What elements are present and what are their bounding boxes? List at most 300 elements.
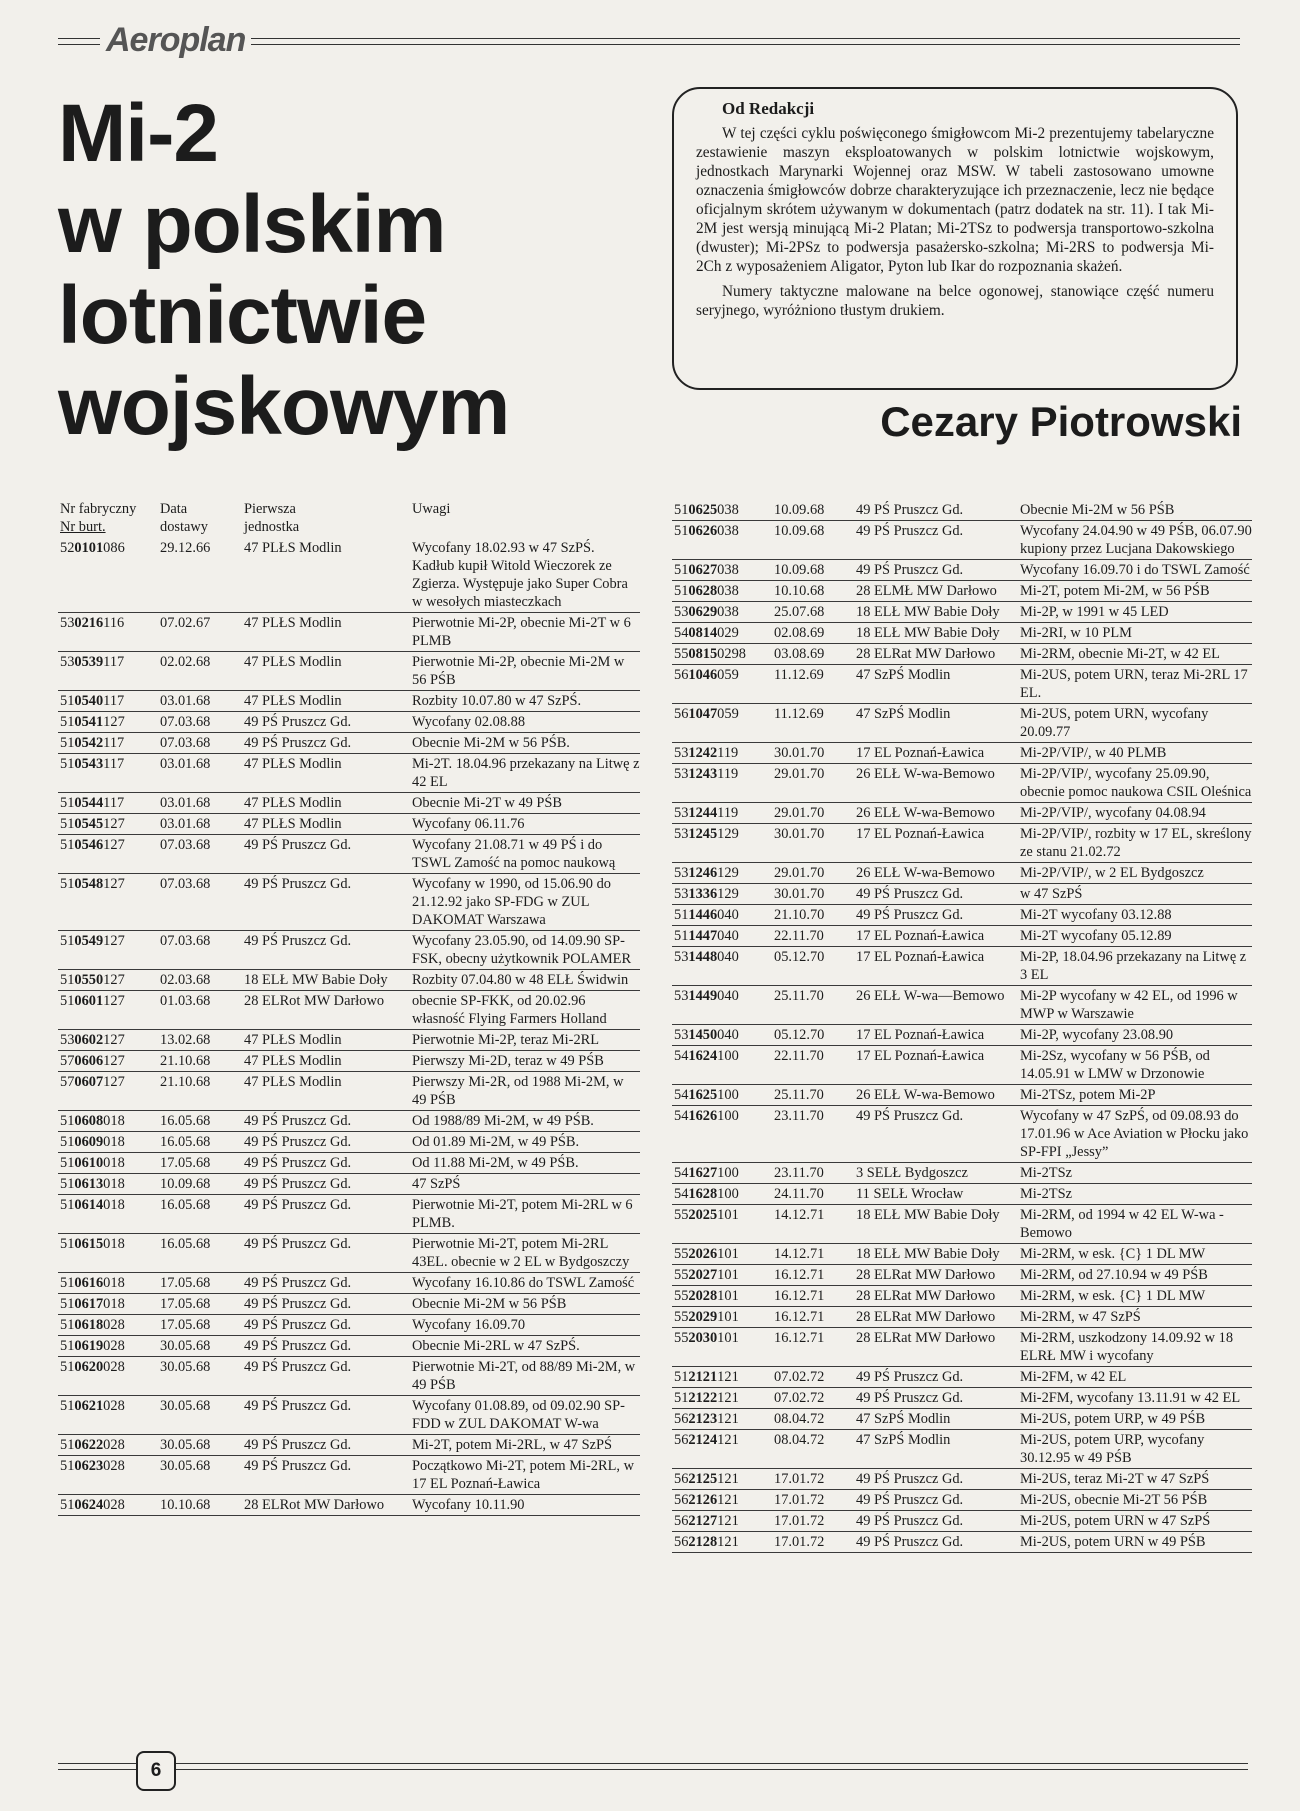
first-unit: 17 EL Poznań-Ławica <box>856 743 1020 764</box>
first-unit: 49 PŚ Pruszcz Gd. <box>856 1469 1020 1490</box>
serial-part: 028 <box>103 1338 125 1354</box>
table-row <box>672 1265 1252 1286</box>
serial-part: 51 <box>60 993 75 1009</box>
serial-part: 51 <box>60 795 75 811</box>
serial-part: 56 <box>674 706 689 722</box>
first-unit: 26 ELŁ W-wa—Bemowo <box>856 986 1020 1025</box>
tail-number: 1627 <box>688 1165 718 1181</box>
remarks: Wycofany 16.09.70 <box>412 1315 640 1336</box>
header-unit-line2: jednostka <box>244 519 300 535</box>
title-line: lotnictwie <box>58 270 427 361</box>
first-unit: 49 PŚ Pruszcz Gd. <box>856 905 1020 926</box>
tail-number: 0545 <box>74 816 104 832</box>
table-row <box>58 754 640 793</box>
header-date <box>160 500 244 538</box>
first-unit: 47 PLŁS Modlin <box>244 652 412 691</box>
serial-part: 51 <box>60 1398 75 1414</box>
tail-number: 0542 <box>74 735 104 751</box>
first-unit: 49 PŚ Pruszcz Gd. <box>856 500 1020 521</box>
first-unit: 47 SzPŚ Modlin <box>856 704 1020 743</box>
delivery-date: 14.12.71 <box>774 1205 856 1244</box>
table-row <box>672 521 1252 560</box>
delivery-date: 16.05.68 <box>160 1111 244 1132</box>
remarks: Wycofany w 47 SzPŚ, od 09.08.93 do 17.01.96 w Ace Aviation w Płocku jako SP-FPI „Jessy” <box>1020 1106 1252 1163</box>
remarks: Mi-2T. 18.04.96 przekazany na Litwę z 42 EL <box>412 754 640 793</box>
table-row <box>672 1532 1252 1553</box>
first-unit: 47 SzPŚ Modlin <box>856 1430 1020 1469</box>
delivery-date: 24.11.70 <box>774 1184 856 1205</box>
remarks: Mi-2TSz, potem Mi-2P <box>1020 1085 1252 1106</box>
tail-number: 0625 <box>688 502 718 518</box>
header-date-line2: dostawy <box>160 519 208 535</box>
table-row <box>58 793 640 814</box>
serial-part: 51 <box>60 693 75 709</box>
header-date-line1: Data <box>160 501 188 517</box>
tail-number: 0814 <box>688 625 718 641</box>
serial-part: 018 <box>103 1197 125 1213</box>
serial-number <box>58 733 160 754</box>
tail-number: 2126 <box>688 1492 718 1508</box>
first-unit: 49 PŚ Pruszcz Gd. <box>244 1435 412 1456</box>
tail-number: 0614 <box>74 1197 104 1213</box>
table-row <box>672 602 1252 623</box>
tail-number: 0628 <box>688 583 718 599</box>
first-unit: 49 PŚ Pruszcz Gd. <box>244 1111 412 1132</box>
delivery-date: 02.03.68 <box>160 970 244 991</box>
tail-number: 0606 <box>74 1053 104 1069</box>
serial-part: 028 <box>103 1398 125 1414</box>
serial-number <box>672 863 774 884</box>
remarks: Mi-2P wycofany w 42 EL, od 1996 w MWP w Warszawie <box>1020 986 1252 1025</box>
serial-part: 127 <box>103 972 125 988</box>
remarks: Mi-2FM, wycofany 13.11.91 w 42 EL <box>1020 1388 1252 1409</box>
table-row <box>58 538 640 613</box>
tail-number: 0601 <box>74 993 104 1009</box>
serial-number <box>58 1072 160 1111</box>
remarks: Pierwszy Mi-2D, teraz w 49 PŚB <box>412 1051 640 1072</box>
table-row <box>58 1051 640 1072</box>
remarks: Od 11.88 Mi-2M, w 49 PŚB. <box>412 1153 640 1174</box>
serial-number <box>58 1294 160 1315</box>
delivery-date: 21.10.68 <box>160 1072 244 1111</box>
table-row <box>58 1195 640 1234</box>
serial-part: 54 <box>674 1048 689 1064</box>
serial-part: 55 <box>674 1288 689 1304</box>
delivery-date: 30.01.70 <box>774 743 856 764</box>
serial-part: 127 <box>103 933 125 949</box>
delivery-date: 05.12.70 <box>774 947 856 986</box>
remarks: Mi-2P/VIP/, wycofany 25.09.90, obecnie pomoc naukowa CSIL Oleśnica <box>1020 764 1252 803</box>
serial-number <box>672 803 774 824</box>
tail-number: 1448 <box>688 949 718 965</box>
tail-number: 0615 <box>74 1236 104 1252</box>
remarks: Mi-2RM, w esk. {C} 1 DL MW <box>1020 1244 1252 1265</box>
remarks: Wycofany 01.08.89, od 09.02.90 SP-FDD w ZUL DAKOMAT W-wa <box>412 1396 640 1435</box>
tail-number: 0620 <box>74 1359 104 1375</box>
title-line: w polskim <box>58 179 446 270</box>
serial-number <box>58 874 160 931</box>
serial-part: 54 <box>674 625 689 641</box>
delivery-date: 16.12.71 <box>774 1328 856 1367</box>
tail-number: 1243 <box>688 766 718 782</box>
delivery-date: 03.01.68 <box>160 754 244 793</box>
delivery-date: 16.12.71 <box>774 1307 856 1328</box>
first-unit: 49 PŚ Pruszcz Gd. <box>856 1367 1020 1388</box>
delivery-date: 22.11.70 <box>774 926 856 947</box>
table-row <box>58 1132 640 1153</box>
delivery-date: 07.02.67 <box>160 613 244 652</box>
remarks: Pierwotnie Mi-2P, teraz Mi-2RL <box>412 1030 640 1051</box>
tail-number: 1246 <box>688 865 718 881</box>
delivery-date: 03.08.69 <box>774 644 856 665</box>
serial-part: 56 <box>674 1492 689 1508</box>
table-row <box>672 1307 1252 1328</box>
tail-number: 0609 <box>74 1134 104 1150</box>
first-unit: 18 ELŁ MW Babie Doły <box>856 1205 1020 1244</box>
serial-part: 55 <box>674 1267 689 1283</box>
serial-number <box>672 1025 774 1046</box>
delivery-date: 29.01.70 <box>774 803 856 824</box>
remarks: Wycofany 16.09.70 i do TSWL Zamość <box>1020 560 1252 581</box>
bottom-rule <box>58 1763 1248 1770</box>
table-row <box>672 581 1252 602</box>
delivery-date: 30.05.68 <box>160 1336 244 1357</box>
delivery-date: 29.01.70 <box>774 863 856 884</box>
serial-part: 117 <box>103 654 125 670</box>
editorial-heading: Od Redakcji <box>722 99 815 118</box>
serial-number <box>672 926 774 947</box>
serial-number <box>672 1265 774 1286</box>
tail-number: 0216 <box>74 615 104 631</box>
serial-number <box>672 1409 774 1430</box>
delivery-date: 16.05.68 <box>160 1195 244 1234</box>
serial-part: 018 <box>103 1134 125 1150</box>
serial-number <box>672 644 774 665</box>
serial-number <box>58 1132 160 1153</box>
serial-part: 101 <box>717 1207 739 1223</box>
serial-part: 53 <box>674 604 689 620</box>
tail-number: 0608 <box>74 1113 104 1129</box>
serial-part: 121 <box>717 1492 739 1508</box>
delivery-date: 16.05.68 <box>160 1132 244 1153</box>
header-serial-line1: Nr fabryczny <box>60 501 137 517</box>
remarks: Wycofany w 1990, od 15.06.90 do 21.12.92 jako SP-FDG w ZUL DAKOMAT Warszawa <box>412 874 640 931</box>
serial-part: 117 <box>103 756 125 772</box>
remarks: Wycofany 24.04.90 w 49 PŚB, 06.07.90 kupiony przez Lucjana Dakowskiego <box>1020 521 1252 560</box>
first-unit: 49 PŚ Pruszcz Gd. <box>244 1132 412 1153</box>
first-unit: 47 PLŁS Modlin <box>244 538 412 613</box>
serial-part: 53 <box>674 826 689 842</box>
table-row <box>672 1430 1252 1469</box>
table-row <box>672 1025 1252 1046</box>
serial-part: 018 <box>103 1236 125 1252</box>
table-row <box>58 814 640 835</box>
serial-number <box>672 1328 774 1367</box>
serial-part: 127 <box>103 714 125 730</box>
serial-number <box>58 1051 160 1072</box>
remarks: Mi-2US, potem URP, wycofany 30.12.95 w 49 PŚB <box>1020 1430 1252 1469</box>
serial-number <box>672 704 774 743</box>
serial-part: 53 <box>60 1032 75 1048</box>
serial-part: 029 <box>717 625 739 641</box>
serial-number <box>58 991 160 1030</box>
table-row <box>58 1495 640 1516</box>
serial-number <box>672 1511 774 1532</box>
page-number: 6 <box>136 1751 176 1791</box>
delivery-date: 17.01.72 <box>774 1490 856 1511</box>
table-row <box>672 743 1252 764</box>
delivery-date: 25.11.70 <box>774 986 856 1025</box>
serial-part: 53 <box>674 865 689 881</box>
delivery-date: 30.01.70 <box>774 884 856 905</box>
tail-number: 2121 <box>688 1369 718 1385</box>
remarks: Mi-2T, potem Mi-2M, w 56 PŚB <box>1020 581 1252 602</box>
remarks: Mi-2RM, w esk. {C} 1 DL MW <box>1020 1286 1252 1307</box>
delivery-date: 30.05.68 <box>160 1456 244 1495</box>
remarks: Mi-2P, w 1991 w 45 LED <box>1020 602 1252 623</box>
first-unit: 18 ELŁ MW Babie Doły <box>856 1244 1020 1265</box>
serial-part: 51 <box>60 1359 75 1375</box>
first-unit: 49 PŚ Pruszcz Gd. <box>244 1273 412 1294</box>
table-row <box>672 905 1252 926</box>
tail-number: 0602 <box>74 1032 104 1048</box>
serial-number <box>58 1396 160 1435</box>
first-unit: 49 PŚ Pruszcz Gd. <box>856 1388 1020 1409</box>
tail-number: 1449 <box>688 988 718 1004</box>
serial-part: 028 <box>103 1458 125 1474</box>
delivery-date: 07.03.68 <box>160 733 244 754</box>
remarks: Mi-2US, potem URN, wycofany 20.09.77 <box>1020 704 1252 743</box>
serial-number <box>672 1244 774 1265</box>
serial-part: 028 <box>103 1317 125 1333</box>
delivery-date: 16.12.71 <box>774 1265 856 1286</box>
remarks: Wycofany 16.10.86 do TSWL Zamość <box>412 1273 640 1294</box>
first-unit: 49 PŚ Pruszcz Gd. <box>244 1234 412 1273</box>
first-unit: 49 PŚ Pruszcz Gd. <box>856 1532 1020 1553</box>
table-row <box>672 560 1252 581</box>
table-row <box>58 835 640 874</box>
serial-number <box>672 1184 774 1205</box>
serial-part: 53 <box>674 805 689 821</box>
remarks: Mi-2T wycofany 05.12.89 <box>1020 926 1252 947</box>
tail-number: 0548 <box>74 876 104 892</box>
serial-part: 51 <box>674 523 689 539</box>
delivery-date: 16.12.71 <box>774 1286 856 1307</box>
first-unit: 47 PLŁS Modlin <box>244 814 412 835</box>
first-unit: 17 EL Poznań-Ławica <box>856 947 1020 986</box>
first-unit: 49 PŚ Pruszcz Gd. <box>244 1315 412 1336</box>
table-row <box>672 986 1252 1025</box>
serial-part: 127 <box>103 876 125 892</box>
serial-number <box>672 1163 774 1184</box>
tail-number: 2122 <box>688 1390 718 1406</box>
tail-number: 1625 <box>688 1087 718 1103</box>
table-row <box>58 1396 640 1435</box>
serial-number <box>58 538 160 613</box>
table-row <box>672 1328 1252 1367</box>
first-unit: 26 ELŁ W-wa-Bemowo <box>856 863 1020 884</box>
serial-part: 059 <box>717 706 739 722</box>
table-row <box>672 1046 1252 1085</box>
first-unit: 11 SELŁ Wrocław <box>856 1184 1020 1205</box>
serial-part: 51 <box>60 714 75 730</box>
tail-number: 1446 <box>688 907 718 923</box>
remarks: w 47 SzPŚ <box>1020 884 1252 905</box>
first-unit: 28 ELRat MW Darłowo <box>856 1307 1020 1328</box>
table-row <box>58 1435 640 1456</box>
delivery-date: 10.10.68 <box>774 581 856 602</box>
table-row <box>672 803 1252 824</box>
serial-part: 51 <box>60 1113 75 1129</box>
table-row <box>58 1111 640 1132</box>
table-row <box>672 1511 1252 1532</box>
serial-number <box>672 986 774 1025</box>
serial-part: 51 <box>60 1155 75 1171</box>
serial-part: 116 <box>103 615 125 631</box>
first-unit: 28 ELRot MW Darłowo <box>244 1495 412 1516</box>
serial-number <box>672 521 774 560</box>
serial-part: 018 <box>103 1155 125 1171</box>
first-unit: 47 PLŁS Modlin <box>244 1051 412 1072</box>
table-row <box>58 1030 640 1051</box>
tail-number: 0621 <box>74 1398 104 1414</box>
serial-number <box>58 754 160 793</box>
header-unit-line1: Pierwsza <box>244 501 296 517</box>
serial-part: 101 <box>717 1246 739 1262</box>
delivery-date: 30.01.70 <box>774 824 856 863</box>
serial-part: 129 <box>717 886 739 902</box>
tail-number: 2123 <box>688 1411 718 1427</box>
serial-number <box>58 691 160 712</box>
tail-number: 0613 <box>74 1176 104 1192</box>
serial-part: 038 <box>717 523 739 539</box>
serial-part: 127 <box>103 1074 125 1090</box>
serial-part: 028 <box>103 1437 125 1453</box>
table-row <box>58 1174 640 1195</box>
table-row <box>672 1085 1252 1106</box>
serial-part: 51 <box>60 1176 75 1192</box>
remarks: Wycofany 10.11.90 <box>412 1495 640 1516</box>
serial-part: 51 <box>60 1197 75 1213</box>
table-row <box>672 1367 1252 1388</box>
remarks: Mi-2Sz, wycofany w 56 PŚB, od 14.05.91 w LMW w Drzonowie <box>1020 1046 1252 1085</box>
serial-part: 57 <box>60 1074 75 1090</box>
remarks: obecnie SP-FKK, od 20.02.96 własność Flying Farmers Holland <box>412 991 640 1030</box>
first-unit: 49 PŚ Pruszcz Gd. <box>244 1456 412 1495</box>
serial-number <box>672 1430 774 1469</box>
delivery-date: 29.01.70 <box>774 764 856 803</box>
tail-number: 0618 <box>74 1317 104 1333</box>
serial-number <box>672 947 774 986</box>
first-unit: 3 SELŁ Bydgoszcz <box>856 1163 1020 1184</box>
serial-part: 51 <box>674 907 689 923</box>
first-unit: 49 PŚ Pruszcz Gd. <box>244 1153 412 1174</box>
serial-part: 51 <box>60 1458 75 1474</box>
serial-part: 127 <box>103 993 125 1009</box>
serial-number <box>672 743 774 764</box>
serial-part: 127 <box>103 837 125 853</box>
table-row <box>58 874 640 931</box>
table-row <box>58 931 640 970</box>
remarks: Mi-2RM, w 47 SzPŚ <box>1020 1307 1252 1328</box>
first-unit: 49 PŚ Pruszcz Gd. <box>244 733 412 754</box>
first-unit: 47 SzPŚ Modlin <box>856 665 1020 704</box>
delivery-date: 10.09.68 <box>774 521 856 560</box>
remarks: Mi-2P/VIP/, w 2 EL Bydgoszcz <box>1020 863 1252 884</box>
remarks: Wycofany 23.05.90, od 14.09.90 SP-FSK, obecny użytkownik POLAMER <box>412 931 640 970</box>
tail-number: 1626 <box>688 1108 718 1124</box>
delivery-date: 10.10.68 <box>160 1495 244 1516</box>
tail-number: 0815 <box>688 646 718 662</box>
remarks: Mi-2RM, od 27.10.94 w 49 PŚB <box>1020 1265 1252 1286</box>
remarks: Mi-2RI, w 10 PLM <box>1020 623 1252 644</box>
first-unit: 17 EL Poznań-Ławica <box>856 1025 1020 1046</box>
serial-part: 51 <box>674 562 689 578</box>
serial-number <box>672 1469 774 1490</box>
table-row <box>58 1294 640 1315</box>
serial-part: 129 <box>717 865 739 881</box>
serial-part: 018 <box>103 1113 125 1129</box>
serial-number <box>672 1307 774 1328</box>
serial-part: 018 <box>103 1296 125 1312</box>
tail-number: 1624 <box>688 1048 718 1064</box>
remarks: Mi-2P, 18.04.96 przekazany na Litwę z 3 EL <box>1020 947 1252 986</box>
tail-number: 0610 <box>74 1155 104 1171</box>
serial-part: 56 <box>674 1411 689 1427</box>
first-unit: 49 PŚ Pruszcz Gd. <box>856 884 1020 905</box>
serial-part: 55 <box>674 1309 689 1325</box>
serial-number <box>672 764 774 803</box>
tail-number: 1046 <box>688 667 718 683</box>
serial-part: 56 <box>674 667 689 683</box>
serial-part: 127 <box>103 1053 125 1069</box>
table-row <box>58 1153 640 1174</box>
magazine-logo: Aeroplan <box>100 20 251 60</box>
serial-part: 101 <box>717 1267 739 1283</box>
serial-part: 51 <box>674 502 689 518</box>
article-title <box>58 88 509 452</box>
tail-number: 1336 <box>688 886 718 902</box>
tail-number: 0627 <box>688 562 718 578</box>
delivery-date: 03.01.68 <box>160 691 244 712</box>
table-row <box>58 712 640 733</box>
remarks: Od 1988/89 Mi-2M, w 49 PŚB. <box>412 1111 640 1132</box>
serial-number <box>58 835 160 874</box>
first-unit: 26 ELŁ W-wa-Bemowo <box>856 1085 1020 1106</box>
delivery-date: 17.05.68 <box>160 1315 244 1336</box>
serial-part: 55 <box>674 1330 689 1346</box>
serial-part: 56 <box>674 1513 689 1529</box>
delivery-date: 11.12.69 <box>774 704 856 743</box>
table-row <box>58 1072 640 1111</box>
serial-part: 51 <box>60 816 75 832</box>
first-unit: 49 PŚ Pruszcz Gd. <box>856 521 1020 560</box>
delivery-date: 05.12.70 <box>774 1025 856 1046</box>
serial-part: 018 <box>103 1176 125 1192</box>
table-row <box>672 1286 1252 1307</box>
serial-number <box>672 623 774 644</box>
tail-number: 2128 <box>688 1534 718 1550</box>
author-name: Cezary Piotrowski <box>880 398 1242 445</box>
serial-number <box>58 652 160 691</box>
first-unit: 17 EL Poznań-Ławica <box>856 926 1020 947</box>
delivery-date: 08.04.72 <box>774 1430 856 1469</box>
serial-part: 57 <box>60 1053 75 1069</box>
remarks: Rozbity 07.04.80 w 48 ELŁ Świdwin <box>412 970 640 991</box>
serial-part: 121 <box>717 1534 739 1550</box>
serial-number <box>58 1153 160 1174</box>
remarks: Mi-2US, potem URN w 49 PŚB <box>1020 1532 1252 1553</box>
